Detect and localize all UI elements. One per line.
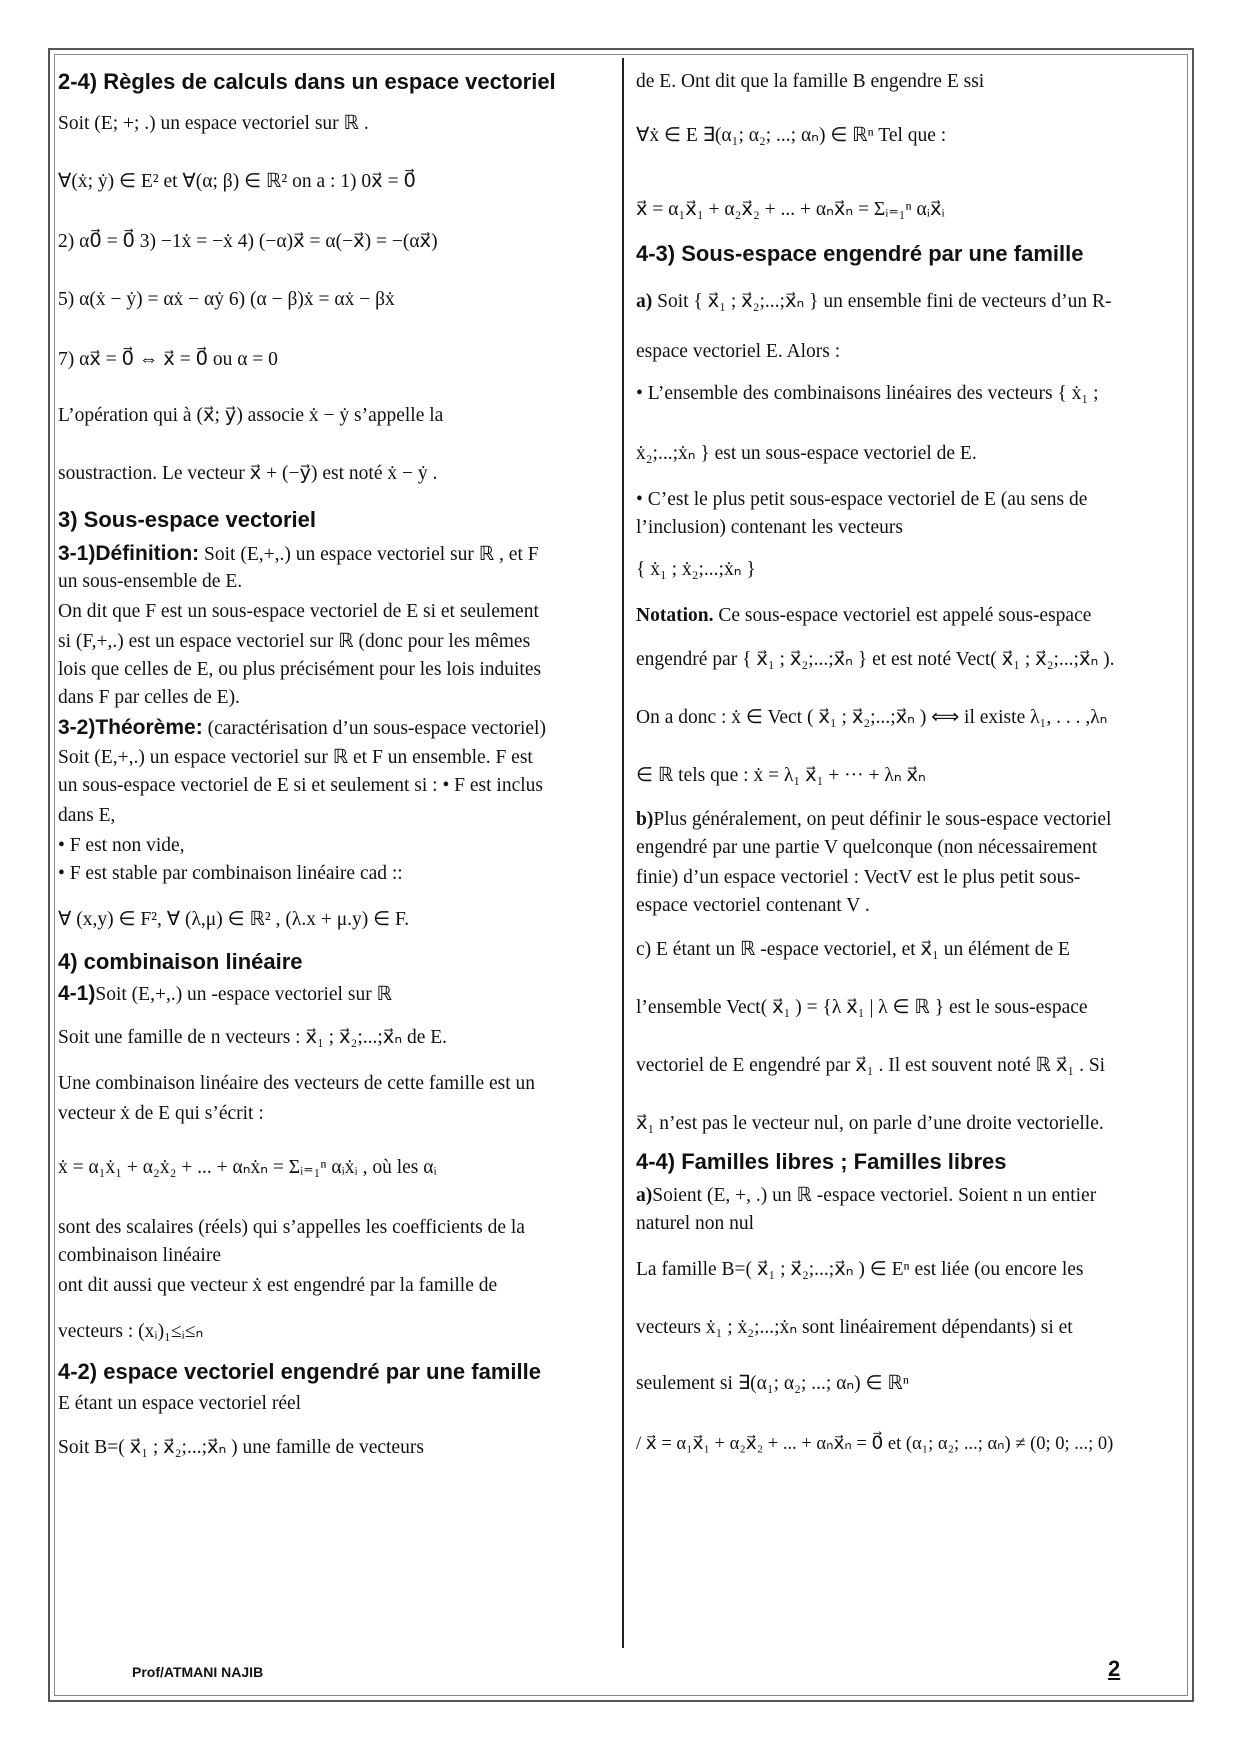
s43-c-line-3: vectoriel de E engendré par x⃗₁ . Il est souvent noté ℝ x⃗₁ . Si (636, 1055, 1106, 1076)
section-4-2-title: 4-2) espace vectoriel engendré par une famille (58, 1359, 541, 1384)
s41-line-2: Une combinaison linéaire des vecteurs de cette famille est un (58, 1073, 536, 1094)
s43-a-line-6: l’inclusion) contenant les vecteurs (636, 517, 903, 538)
s44-a-line-2: naturel non nul (636, 1213, 755, 1234)
s24-line-3: 2) α0⃗ = 0⃗ 3) −1ẋ = −ẋ 4) (−α)x⃗ = α(−x⃗) = −(αx⃗) (58, 231, 438, 252)
s41-line-0: Soit (E,+,.) un -espace vectoriel sur ℝ (95, 984, 393, 1005)
s44-a-label: a) (636, 1185, 653, 1206)
s43-a-line-1: Soit { x⃗₁ ; x⃗₂;...;x⃗ₙ } un ensemble fini de vecteurs d’un R- (652, 291, 1112, 312)
notation-label: Notation. (636, 605, 714, 626)
s31-line-1: Soit (E,+,.) un espace vectoriel sur ℝ , et F (199, 544, 539, 565)
footer-author: Prof/ATMANI NAJIB (132, 1664, 264, 1680)
s44-a-line-1: Soient (E, +, .) un ℝ -espace vectoriel. Soient n un entier (652, 1185, 1097, 1206)
s41-line-6: combinaison linéaire (58, 1245, 221, 1266)
s24-line-1: Soit (E; +; .) un espace vectoriel sur ℝ . (58, 113, 369, 134)
s43-a-label: a) (636, 291, 653, 312)
s32-line-1: Soit (E,+,.) un espace vectoriel sur ℝ et F un ensemble. F est (58, 747, 533, 768)
s31-line-3: On dit que F est un sous-espace vectoriel de E si et seulement (58, 601, 539, 622)
s24-line-6: L’opération qui à (x⃗; y⃗) associe ẋ − ẏ s’appelle la (58, 405, 444, 426)
s41-line-5: sont des scalaires (réels) qui s’appelles les coefficients de la (58, 1217, 525, 1238)
s43-b-label: b) (636, 809, 654, 830)
r-line-1: de E. Ont dit que la famille B engendre E ssi (636, 71, 985, 92)
s43-b-line-3: finie) d’un espace vectoriel : VectV est le plus petit sous- (636, 867, 1081, 888)
page-number: 2 (1108, 1656, 1121, 1681)
section-2-4-title: 2-4) Règles de calculs dans un espace vectoriel (58, 69, 556, 94)
r-line-2: ∀ẋ ∈ E ∃(α₁; α₂; ...; αₙ) ∈ ℝⁿ Tel que : (636, 125, 947, 146)
s32-line-5: • F est stable par combinaison linéaire cad :: (58, 863, 403, 884)
section-4-title: 4) combinaison linéaire (58, 949, 303, 974)
s43-b-line-2: engendré par une partie V quelconque (non nécessairement (636, 837, 1098, 858)
s41-line-7: ont dit aussi que vecteur ẋ est engendré par la famille de (58, 1275, 498, 1296)
s31-line-4: si (F,+,.) est un espace vectoriel sur ℝ (donc pour les mêmes (58, 631, 531, 652)
s43-a-line-4: ẋ₂;...;ẋₙ } est un sous-espace vectoriel de E. (636, 443, 977, 464)
s41-label: 4-1) (58, 982, 96, 1005)
s43-a-line-2: espace vectoriel E. Alors : (636, 341, 841, 362)
s44-a-line-3: La famille B=( x⃗₁ ; x⃗₂;...;x⃗ₙ ) ∈ Eⁿ est liée (ou encore les (636, 1259, 1084, 1280)
s43-b-line-1: Plus généralement, on peut définir le sous-espace vectoriel (653, 809, 1112, 830)
s43-b-line-4: espace vectoriel contenant V . (636, 895, 870, 916)
s44-a-line-5: seulement si ∃(α₁; α₂; ...; αₙ) ∈ ℝⁿ (636, 1373, 909, 1394)
s31-line-6: dans F par celles de E). (58, 687, 240, 708)
s32-line-3: dans E, (58, 805, 116, 826)
s43-c-line-4: x⃗₁ n’est pas le vecteur nul, on parle d’une droite vectorielle. (636, 1113, 1104, 1134)
r-formula: x⃗ = α₁x⃗₁ + α₂x⃗₂ + ... + αₙx⃗ₙ = Σᵢ₌₁ⁿ αᵢx⃗ᵢ (636, 199, 945, 220)
s43-c-line-1: c) E étant un ℝ -espace vectoriel, et x⃗₁ un élément de E (636, 939, 1070, 960)
s41-formula: ẋ = α₁ẋ₁ + α₂ẋ₂ + ... + αₙẋₙ = Σᵢ₌₁ⁿ αᵢẋᵢ , où les αᵢ (58, 1157, 437, 1178)
s43-c-line-2: l’ensemble Vect( x⃗₁ ) = {λ x⃗₁ | λ ∈ ℝ } est le sous-espace (636, 997, 1088, 1018)
s24-line-7: soustraction. Le vecteur x⃗ + (−y⃗) est noté ẋ − ẏ . (58, 463, 438, 484)
s42-line-1: E étant un espace vectoriel réel (58, 1393, 302, 1414)
column-divider (622, 58, 624, 1648)
s43-n-line-3: On a donc : ẋ ∈ Vect ( x⃗₁ ; x⃗₂;...;x⃗ₙ ) ⟺ il existe λ₁, . . . ,λₙ (636, 707, 1108, 728)
s24-line-5: 7) αx⃗ = 0⃗ ⇔ x⃗ = 0⃗ ou α = 0 (58, 349, 278, 370)
s43-n-line-2: engendré par { x⃗₁ ; x⃗₂;...;x⃗ₙ } et est noté Vect( x⃗₁ ; x⃗₂;...;x⃗ₙ ). (636, 649, 1115, 670)
s32-line-4: • F est non vide, (58, 835, 185, 856)
s43-n-line-4: ∈ ℝ tels que : ẋ = λ₁ x⃗₁ + ··· + λₙ x⃗ₙ (636, 765, 926, 786)
definition-label: 3-1)Définition: (58, 542, 200, 565)
s31-line-2: un sous-ensemble de E. (58, 571, 243, 592)
s41-line-8: vecteurs : (xᵢ)₁≤ᵢ≤ₙ (58, 1321, 204, 1342)
section-3-title: 3) Sous-espace vectoriel (58, 507, 317, 532)
theorem-label: 3-2)Théorème: (58, 716, 203, 739)
s41-line-1: Soit une famille de n vecteurs : x⃗₁ ; x⃗₂;...;x⃗ₙ de E. (58, 1027, 448, 1048)
s32-line-0: (caractérisation d’un sous-espace vectoriel) (202, 718, 546, 739)
s44-a-line-4: vecteurs ẋ₁ ; ẋ₂;...;ẋₙ sont linéairement dépendants) si et (636, 1317, 1073, 1338)
s44-a-line-6: / x⃗ = α₁x⃗₁ + α₂x⃗₂ + ... + αₙx⃗ₙ = 0⃗ et (α₁; α₂; ...; αₙ) ≠ (0; 0; ...; 0) (636, 1434, 1114, 1454)
section-4-3-title: 4-3) Sous-espace engendré par une famille (636, 241, 1084, 266)
s41-line-3: vecteur ẋ de E qui s’écrit : (58, 1103, 264, 1124)
s32-line-6: ∀ (x,y) ∈ F², ∀ (λ,μ) ∈ ℝ² , (λ.x + μ.y) ∈ F. (58, 909, 410, 930)
s43-n-line-1: Ce sous-espace vectoriel est appelé sous-espace (713, 605, 1092, 626)
s43-a-line-7: { ẋ₁ ; ẋ₂;...;ẋₙ } (636, 559, 756, 580)
s24-line-4: 5) α(ẋ − ẏ) = αẋ − αẏ 6) (α − β)ẋ = αẋ − βẋ (58, 289, 395, 310)
s24-line-2: ∀(ẋ; ẏ) ∈ E² et ∀(α; β) ∈ ℝ² on a : 1) 0x⃗ = 0⃗ (58, 171, 416, 192)
s43-a-line-3: • L’ensemble des combinaisons linéaires des vecteurs { ẋ₁ ; (636, 383, 1099, 404)
s32-line-2: un sous-espace vectoriel de E si et seulement si : • F est inclus (58, 775, 544, 796)
section-4-4-title: 4-4) Familles libres ; Familles libres (636, 1149, 1007, 1174)
s43-a-line-5: • C’est le plus petit sous-espace vectoriel de E (au sens de (636, 489, 1088, 510)
s31-line-5: lois que celles de E, ou plus précisément pour les lois induites (58, 659, 542, 680)
s42-line-2: Soit B=( x⃗₁ ; x⃗₂;...;x⃗ₙ ) une famille de vecteurs (58, 1437, 424, 1458)
